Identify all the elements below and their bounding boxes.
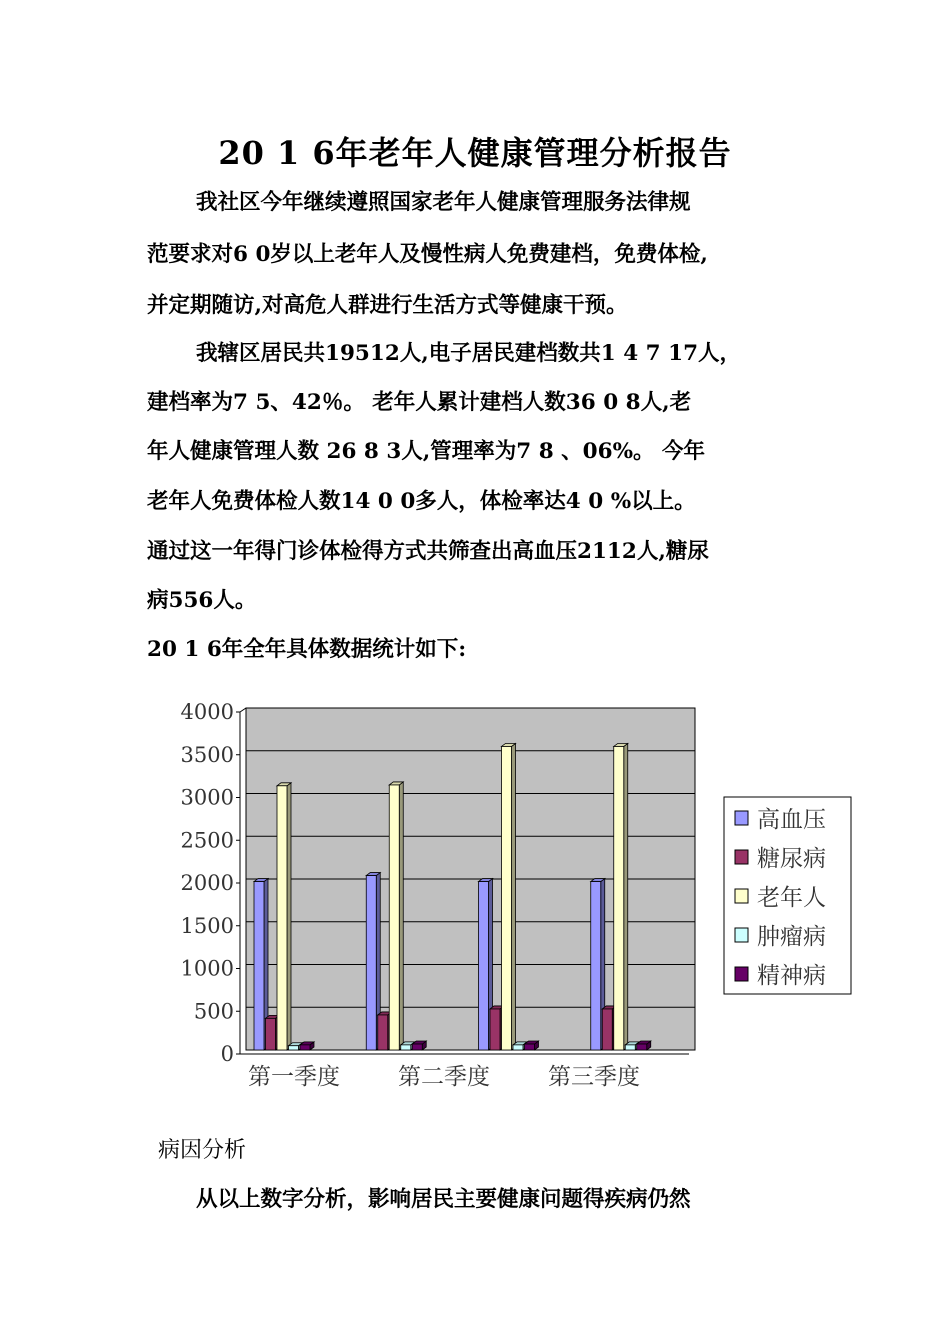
x-tick-label: 第二季度 xyxy=(398,1064,490,1090)
y-tick-label: 0 xyxy=(220,1042,234,1066)
paragraph-line: 我辖区居民共19512人,电子居民建档数共1 4 7 17人， xyxy=(196,341,742,366)
bar-side xyxy=(624,743,628,1050)
bar-side xyxy=(399,782,403,1050)
bar xyxy=(401,1045,411,1050)
paragraph-line: 建档率为7 5、42％。 老年人累计建档人数36 0 8人,老 xyxy=(147,390,692,415)
paragraph-line: 我社区今年继续遵照国家老年人健康管理服务法律规 xyxy=(196,190,691,215)
x-tick-label: 第一季度 xyxy=(248,1064,340,1090)
y-tick-label: 2500 xyxy=(180,828,234,853)
legend-label: 肿瘤病 xyxy=(757,924,826,950)
paragraph-line: 老年人免费体检人数14 0 0多人，体检率达4 0 %以上。 xyxy=(147,489,696,514)
x-tick-label: 第三季度 xyxy=(548,1064,640,1090)
bar-side xyxy=(287,783,291,1050)
bar xyxy=(602,1009,612,1050)
y-tick-label: 3500 xyxy=(180,742,234,767)
section-text: 从以上数字分析，影响居民主要健康问题得疾病仍然 xyxy=(196,1187,691,1212)
bar xyxy=(266,1018,276,1050)
section-heading: 病因分析 xyxy=(158,1138,247,1163)
y-tick-label: 3000 xyxy=(180,785,234,810)
bar xyxy=(378,1015,388,1050)
bar-chart xyxy=(170,696,870,1106)
y-tick-label: 500 xyxy=(193,999,234,1024)
bar xyxy=(366,876,376,1050)
bar xyxy=(614,746,624,1050)
legend-label: 老年人 xyxy=(757,885,826,911)
paragraph-line: 通过这一年得门诊体检得方式共筛查出高血压2112人,糖尿 xyxy=(147,539,709,564)
legend-label: 糖尿病 xyxy=(757,846,826,872)
paragraph-line: 20 1 6年全年具体数据统计如下: xyxy=(147,637,467,662)
y-tick-label: 4000 xyxy=(180,700,234,724)
bar xyxy=(389,785,399,1050)
legend-swatch xyxy=(735,928,748,942)
bar xyxy=(479,882,489,1050)
paragraph-line: 病556人。 xyxy=(147,588,257,613)
bar xyxy=(502,746,512,1050)
plot-wall-edge xyxy=(240,708,246,712)
bar xyxy=(289,1046,299,1050)
y-tick-label: 1500 xyxy=(180,913,234,938)
legend-swatch xyxy=(735,850,748,864)
bar xyxy=(300,1045,310,1050)
legend-swatch xyxy=(735,967,748,981)
legend-label: 精神病 xyxy=(757,963,826,989)
legend-label: 高血压 xyxy=(757,807,826,833)
document-title: 20 1 6年老年人健康管理分析报告 xyxy=(218,134,732,172)
paragraph-line: 并定期随访,对高危人群进行生活方式等健康干预。 xyxy=(147,293,628,318)
y-tick-label: 2000 xyxy=(180,871,234,895)
bar-side xyxy=(512,743,516,1050)
paragraph-line: 范要求对6 0岁以上老年人及慢性病人免费建档，免费体检, xyxy=(147,242,708,267)
bar xyxy=(637,1044,647,1050)
paragraph-line: 年人健康管理人数 26 8 3人,管理率为7 8 、06%。 今年 xyxy=(147,439,706,464)
legend-swatch xyxy=(735,811,748,825)
bar xyxy=(513,1045,523,1050)
bar xyxy=(254,882,264,1050)
bar xyxy=(277,786,287,1050)
bar xyxy=(412,1044,422,1050)
legend-swatch xyxy=(735,889,748,903)
bar xyxy=(490,1009,500,1050)
bar xyxy=(591,882,601,1050)
bar xyxy=(625,1045,635,1050)
y-tick-label: 1000 xyxy=(180,956,234,981)
bar xyxy=(525,1044,535,1050)
